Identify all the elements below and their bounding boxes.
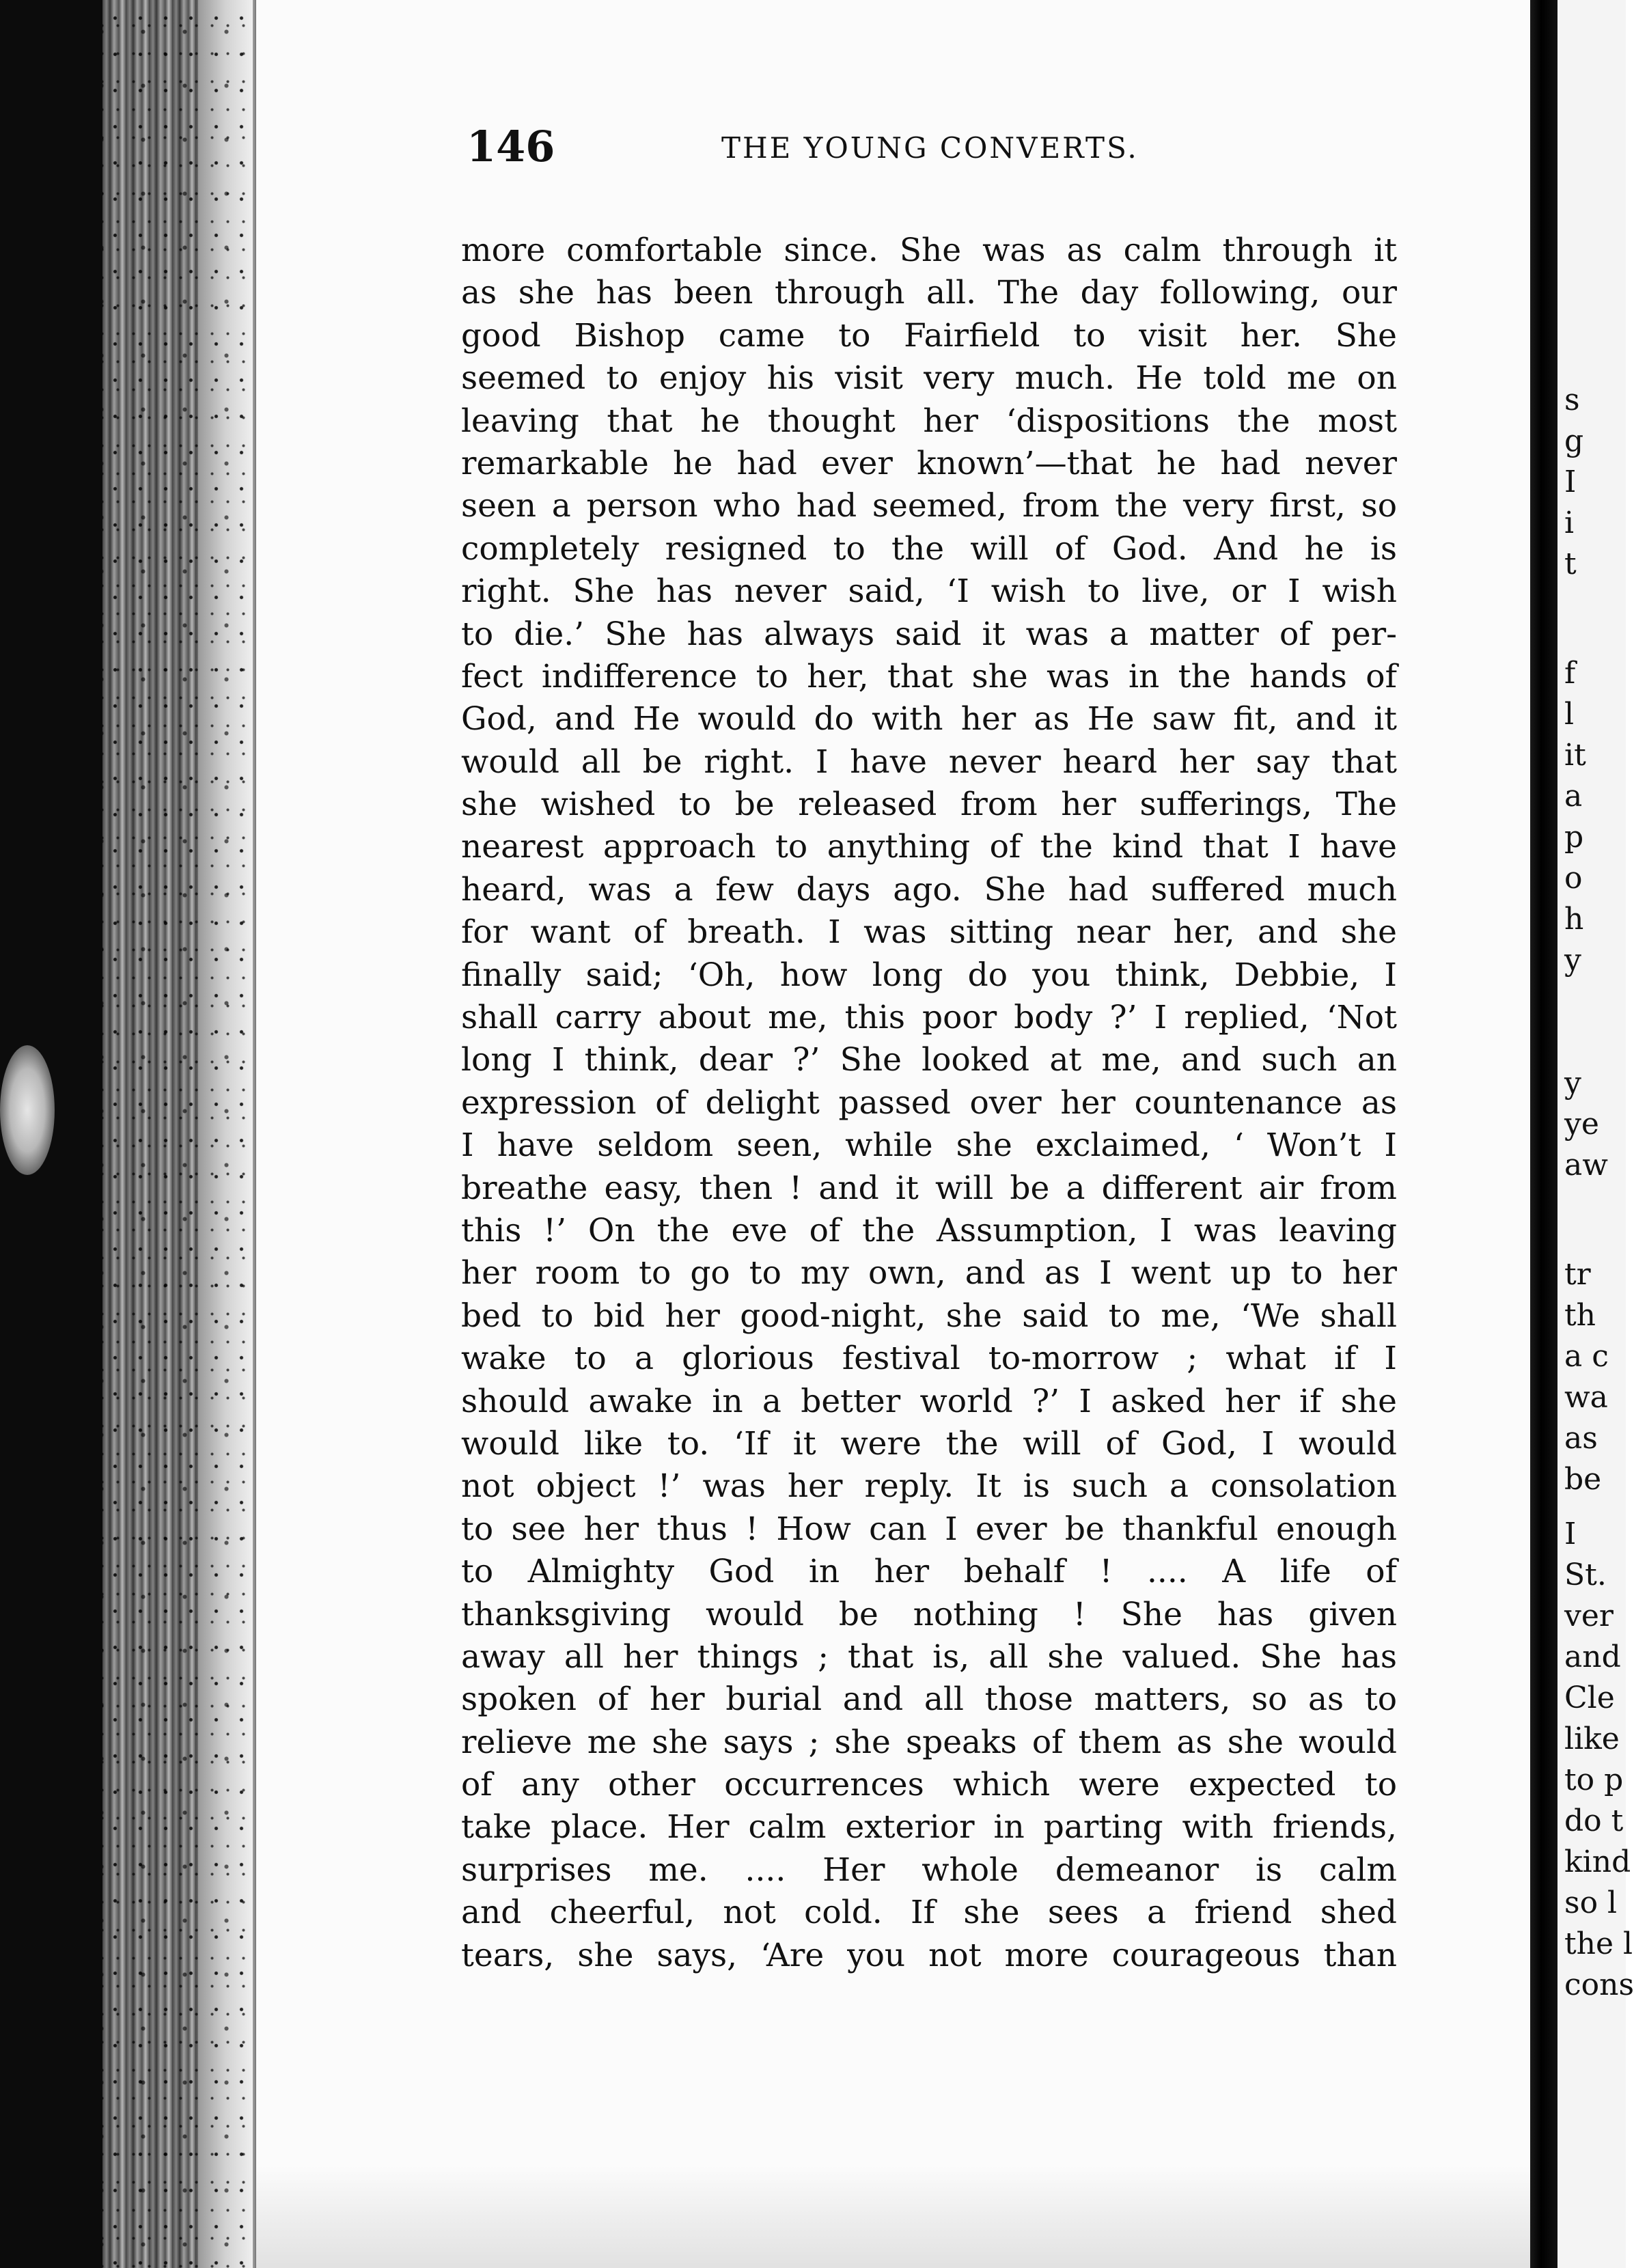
text-line: not object !’ was her reply. It is such a consolation [461, 1467, 1397, 1506]
text-line: of any other occurrences which were expected to [461, 1766, 1397, 1804]
text-line: more comfortable since. She was as calm through it [461, 232, 1397, 269]
body-text [461, 230, 1397, 1977]
facing-page-fragment: and [1564, 1640, 1621, 1674]
facing-page-fragment: so l [1564, 1885, 1618, 1920]
text-line: completely resigned to the will of God. And he is [461, 529, 1397, 568]
facing-page-fragment: aw [1564, 1148, 1608, 1183]
text-line: would all be right. I have never heard her say that [461, 743, 1397, 781]
facing-page-fragment: do t [1564, 1803, 1624, 1838]
text-line: seen a person who had seemed, from the very first, so [461, 487, 1397, 525]
facing-page-fragment: the l [1564, 1926, 1633, 1961]
text-line: fect indifference to her, that she was in the hands of [461, 657, 1397, 695]
text-line: shall carry about me, this poor body ?’ I replied, ‘Not [461, 999, 1397, 1037]
text-line: nearest approach to anything of the kind that I have [461, 828, 1397, 866]
running-title: THE YOUNG CONVERTS. [721, 131, 1139, 165]
text-line: bed to bid her good-night, she said to me, ‘We shall [461, 1297, 1397, 1335]
text-line: to see her thus ! How can I ever be thankful enough [461, 1510, 1397, 1548]
facing-page-fragment: h [1564, 902, 1584, 937]
text-line: should awake in a better world ?’ I asked her if she [461, 1382, 1397, 1420]
text-line: good Bishop came to Fairfield to visit her. She [461, 316, 1397, 355]
facing-page-fragment: I [1564, 465, 1577, 499]
facing-page-fragment: Cle [1564, 1681, 1615, 1715]
facing-page-fragment: y [1564, 1066, 1581, 1101]
facing-page-fragment: ye [1564, 1107, 1599, 1142]
facing-page-fragment: I [1564, 1517, 1577, 1551]
text-line: surprises me. .... Her whole demeanor is calm [461, 1851, 1397, 1889]
text-line: away all her things ; that is, all she valued. She has [461, 1637, 1397, 1676]
facing-page-fragment: a [1564, 779, 1583, 814]
facing-page-fragment: f [1564, 656, 1576, 691]
facing-page-fragment: wa [1564, 1380, 1608, 1415]
scan-specks [102, 0, 260, 2268]
text-line: remarkable he had ever known’—that he had never [461, 444, 1397, 482]
facing-page-fragment: tr [1564, 1257, 1591, 1292]
facing-page-fragment: St. [1564, 1558, 1607, 1592]
text-line: breathe easy, then ! and it will be a different air from [461, 1169, 1397, 1207]
facing-page-fragment: t [1564, 547, 1577, 581]
facing-page-fragment: p [1564, 820, 1584, 855]
text-line: spoken of her burial and all those matters, so as to [461, 1681, 1397, 1719]
page-bottom-shade [256, 2166, 1540, 2268]
text-line: relieve me she says ; she speaks of them as she would [461, 1723, 1397, 1761]
facing-page-fragment: a c [1564, 1339, 1609, 1374]
text-line: leaving that he thought her ‘dispositions the most [461, 402, 1397, 440]
facing-page-fragment: cons [1564, 1967, 1634, 2002]
facing-page-fragment: i [1564, 506, 1575, 540]
running-header [467, 122, 1177, 183]
facing-page-fragment: g [1564, 424, 1584, 458]
facing-page-fragment: l [1564, 697, 1575, 732]
facing-page-fragment: to p [1564, 1762, 1624, 1797]
page-gutter [1530, 0, 1557, 2268]
facing-page-fragment: it [1564, 738, 1586, 773]
text-line: as she has been through all. The day following, our [461, 274, 1397, 312]
facing-page-fragment: o [1564, 861, 1583, 896]
text-line: finally said; ‘Oh, how long do you think, Debbie, I [461, 956, 1397, 994]
text-line: to die.’ She has always said it was a matter of per- [461, 615, 1397, 653]
facing-page-fragment: th [1564, 1298, 1596, 1333]
facing-page-fragment: s [1564, 383, 1580, 417]
facing-page-fragment: as [1564, 1421, 1598, 1456]
facing-page-fragment: kind [1564, 1844, 1631, 1879]
text-line: and cheerful, not cold. If she sees a friend shed [461, 1894, 1397, 1932]
text-line: seemed to enjoy his visit very much. He told me on [461, 359, 1397, 398]
scan-blot [0, 1045, 55, 1175]
facing-page-fragment: be [1564, 1462, 1602, 1497]
text-line: thanksgiving would be nothing ! She has given [461, 1595, 1397, 1633]
text-line: I have seldom seen, while she exclaimed, ‘ Won’t I [461, 1126, 1397, 1165]
facing-page-fragment: y [1564, 943, 1581, 978]
text-line: heard, was a few days ago. She had suffered much [461, 870, 1397, 909]
page-number: 146 [467, 122, 555, 171]
facing-page-fragment: ver [1564, 1599, 1614, 1633]
text-line: tears, she says, ‘Are you not more courageous than [461, 1936, 1397, 1974]
text-line: would like to. ‘If it were the will of God, I would [461, 1424, 1397, 1463]
text-line: this !’ On the eve of the Assumption, I was leaving [461, 1211, 1397, 1249]
text-line: God, and He would do with her as He saw fit, and it [461, 700, 1397, 738]
text-line: her room to go to my own, and as I went up to her [461, 1254, 1397, 1292]
text-line: for want of breath. I was sitting near her, and she [461, 913, 1397, 952]
text-line: wake to a glorious festival to-morrow ; what if I [461, 1340, 1397, 1378]
text-line: take place. Her calm exterior in parting with friends, [461, 1808, 1397, 1847]
text-line: long I think, dear ?’ She looked at me, and such an [461, 1041, 1397, 1079]
facing-page-fragment: like [1564, 1721, 1620, 1756]
text-line: to Almighty God in her behalf ! .... A life of [461, 1553, 1397, 1591]
text-line: she wished to be released from her sufferings, The [461, 786, 1397, 824]
text-line: expression of delight passed over her countenance as [461, 1083, 1397, 1122]
text-line: right. She has never said, ‘I wish to live, or I wish [461, 572, 1397, 611]
